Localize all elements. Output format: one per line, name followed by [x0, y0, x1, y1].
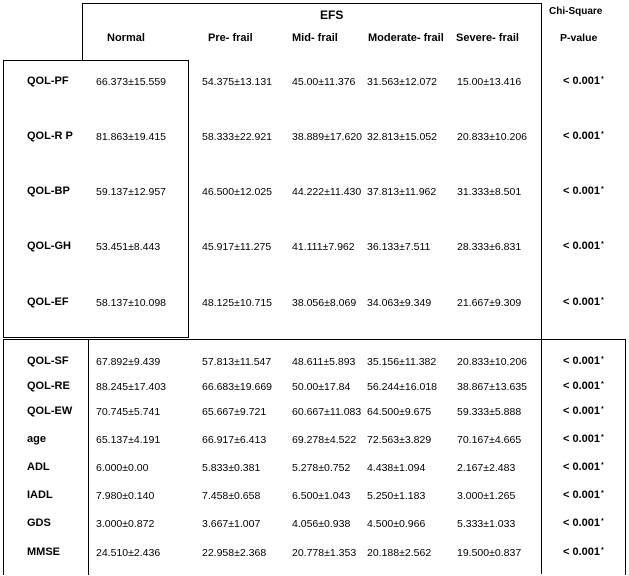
table-cell: 7.458±0.658 [202, 490, 261, 502]
upper-block-left [3, 60, 4, 338]
p-value-cell [563, 380, 604, 392]
table-cell: 5.333±1.033 [457, 518, 516, 530]
p-value-cell [563, 433, 604, 445]
significance-mark: * [601, 518, 604, 525]
table-cell: 53.451±8.443 [96, 241, 161, 253]
table-cell: 81.863±19.415 [96, 131, 166, 143]
significance-mark: * [601, 356, 604, 363]
p-value-cell [563, 517, 604, 529]
row-label: QOL-EF [27, 296, 69, 308]
p-value-text: < 0.001 [563, 355, 601, 367]
table-cell: 35.156±11.382 [367, 356, 437, 368]
p-value-text: < 0.001 [563, 185, 601, 197]
upper-block-right [188, 60, 189, 338]
p-value-text: < 0.001 [563, 296, 601, 308]
row-label: GDS [27, 517, 51, 529]
lower-block-top [3, 339, 626, 340]
table-cell: 38.867±13.635 [457, 381, 527, 393]
significance-mark: * [601, 434, 604, 441]
row-label: IADL [27, 489, 53, 501]
row-label: QOL-EW [27, 405, 73, 417]
table-cell: 37.813±11.962 [367, 186, 437, 198]
table-cell: 45.00±11.376 [292, 76, 356, 88]
lower-block-right [625, 339, 626, 575]
table-cell: 22.958±2.368 [202, 547, 267, 559]
table-cell: 45.917±11.275 [202, 241, 272, 253]
row-label: QOL-GH [27, 240, 71, 252]
significance-mark: * [601, 131, 604, 138]
efs-box-top [82, 3, 542, 4]
significance-mark: * [601, 186, 604, 193]
table-cell: 3.000±0.872 [96, 518, 155, 530]
row-label: ADL [27, 461, 50, 473]
table-cell: 66.917±6.413 [202, 434, 267, 446]
table-cell: 31.333±8.501 [457, 186, 522, 198]
table-cell: 6.000±0.00 [96, 462, 149, 474]
table-cell: 72.563±3.829 [367, 434, 432, 446]
table-cell: 4.056±0.938 [292, 518, 351, 530]
row-label: QOL-SF [27, 355, 69, 367]
table-cell: 20.833±10.206 [457, 131, 527, 143]
table-cell: 21.667±9.309 [457, 297, 522, 309]
table-cell: 58.137±10.098 [96, 297, 166, 309]
table-cell: 20.188±2.562 [367, 547, 432, 559]
significance-mark: * [601, 406, 604, 413]
chi-square-header: Chi-Square [549, 6, 603, 17]
table-cell: 64.500±9.675 [367, 406, 432, 418]
table-cell: 46.500±12.025 [202, 186, 272, 198]
efs-box-left [82, 3, 83, 60]
table-cell: 20.778±1.353 [292, 547, 357, 559]
table-cell: 7.980±0.140 [96, 490, 155, 502]
significance-mark: * [601, 381, 604, 388]
p-value-cell [563, 296, 604, 308]
table-cell: 4.438±1.094 [367, 462, 426, 474]
lower-block-left [3, 339, 4, 575]
table-cell: 65.137±4.191 [96, 434, 161, 446]
p-value-cell [563, 240, 604, 252]
p-value-text: < 0.001 [563, 380, 601, 392]
table-cell: 70.167±4.665 [457, 434, 522, 446]
p-value-cell [563, 405, 604, 417]
column-header: Moderate- frail [368, 32, 444, 44]
table-cell: 69.278±4.522 [292, 434, 357, 446]
significance-mark: * [601, 241, 604, 248]
p-value-text: < 0.001 [563, 461, 601, 473]
table-cell: 58.333±22.921 [202, 131, 272, 143]
table-cell: 60.667±11.083 [292, 406, 362, 418]
p-value-text: < 0.001 [563, 546, 601, 558]
table-cell: 38.889±17.620 [292, 131, 362, 143]
p-value-cell [563, 185, 604, 197]
significance-mark: * [601, 76, 604, 83]
row-label: QOL-BP [27, 185, 70, 197]
p-value-cell [563, 461, 604, 473]
p-value-cell [563, 355, 604, 367]
table-cell: 20.833±10.206 [457, 356, 527, 368]
table-cell: 24.510±2.436 [96, 547, 161, 559]
table-cell: 19.500±0.837 [457, 547, 522, 559]
table-cell: 65.667±9.721 [202, 406, 267, 418]
table-cell: 3.667±1.007 [202, 518, 261, 530]
p-value-text: < 0.001 [563, 433, 601, 445]
table-cell: 4.500±0.966 [367, 518, 426, 530]
table-cell: 31.563±12.072 [367, 76, 437, 88]
row-label: QOL-R P [27, 130, 73, 142]
p-value-text: < 0.001 [563, 489, 601, 501]
significance-mark: * [601, 462, 604, 469]
p-value-cell [563, 75, 604, 87]
significance-mark: * [601, 490, 604, 497]
table-cell: 41.111±7.962 [292, 241, 355, 253]
column-header: Severe- frail [456, 32, 519, 44]
column-header: Pre- frail [208, 32, 253, 44]
label-col-right [88, 339, 89, 575]
pvalue-col-left [541, 3, 542, 574]
column-header: Normal [107, 32, 145, 44]
table-cell: 5.250±1.183 [367, 490, 426, 502]
table-cell: 36.133±7.511 [367, 241, 431, 253]
table-cell: 59.333±5.888 [457, 406, 522, 418]
row-label: QOL-PF [27, 75, 69, 87]
table-cell: 38.056±8.069 [292, 297, 357, 309]
table-cell: 56.244±16.018 [367, 381, 437, 393]
p-value-cell [563, 130, 604, 142]
table-cell: 57.813±11.547 [202, 356, 272, 368]
table-cell: 2.167±2.483 [457, 462, 516, 474]
p-value-text: < 0.001 [563, 130, 601, 142]
table-cell: 6.500±1.043 [292, 490, 351, 502]
p-value-text: < 0.001 [563, 517, 601, 529]
row-label: age [27, 433, 46, 445]
significance-mark: * [601, 297, 604, 304]
table-cell: 44.222±11.430 [292, 186, 362, 198]
table-cell: 59.137±12.957 [96, 186, 166, 198]
table-cell: 48.125±10.715 [202, 297, 272, 309]
table-cell: 34.063±9.349 [367, 297, 432, 309]
table-cell: 67.892±9.439 [96, 356, 161, 368]
table-cell: 66.373±15.559 [96, 76, 166, 88]
upper-block-top [3, 60, 189, 61]
upper-block-bottom [3, 337, 189, 338]
table-cell: 70.745±5.741 [96, 406, 161, 418]
p-value-cell [563, 546, 604, 558]
p-value-text: < 0.001 [563, 240, 601, 252]
significance-mark: * [601, 547, 604, 554]
table-cell: 54.375±13.131 [202, 76, 272, 88]
p-value-header: P-value [560, 32, 598, 44]
column-header: Mid- frail [292, 32, 338, 44]
table-cell: 3.000±1.265 [457, 490, 516, 502]
p-value-cell [563, 489, 604, 501]
table-cell: 50.00±17.84 [292, 381, 351, 393]
table-cell: 15.00±13.416 [457, 76, 522, 88]
table-cell: 66.683±19.669 [202, 381, 272, 393]
efs-header: EFS [320, 8, 344, 22]
table-cell: 88.245±17.403 [96, 381, 166, 393]
table-cell: 5.833±0.381 [202, 462, 261, 474]
p-value-text: < 0.001 [563, 75, 601, 87]
p-value-text: < 0.001 [563, 405, 601, 417]
row-label: MMSE [27, 546, 60, 558]
table-cell: 28.333±6.831 [457, 241, 522, 253]
table-cell: 32.813±15.052 [367, 131, 437, 143]
table-cell: 48.611±5.893 [292, 356, 356, 368]
row-label: QOL-RE [27, 380, 70, 392]
table-cell: 5.278±0.752 [292, 462, 351, 474]
